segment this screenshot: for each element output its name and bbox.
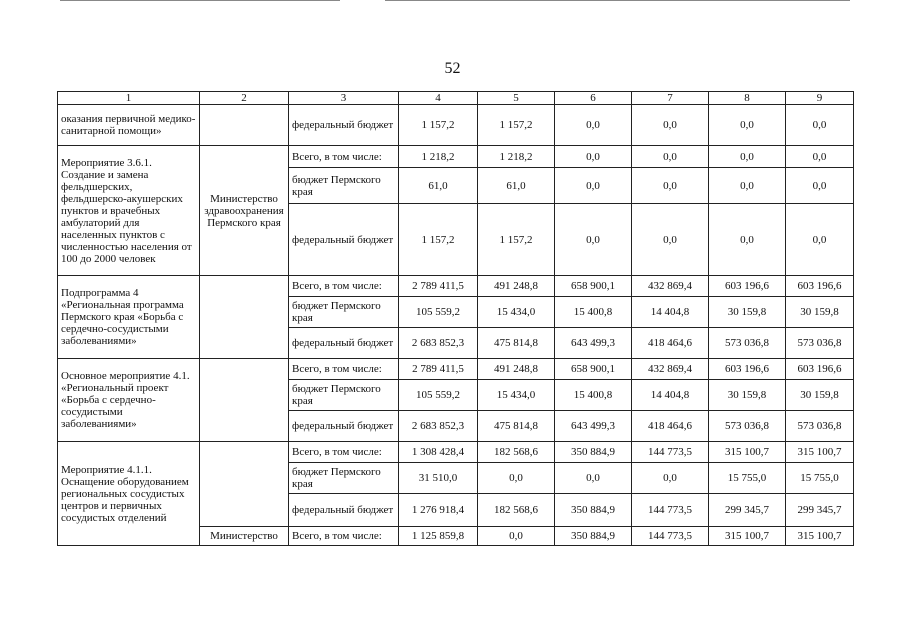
program-name-cell: Мероприятие 3.6.1. Создание и замена фельдшерских, фельдшерско-акушерских пунктов и врачебных амбулаторий для населенных пунктов с численностью населения от 100 до 2000 человек bbox=[58, 146, 200, 276]
funding-source-cell: Всего, в том числе: bbox=[289, 527, 399, 546]
value-cell: 0,0 bbox=[555, 146, 632, 168]
funding-source-cell: Всего, в том числе: bbox=[289, 442, 399, 463]
value-cell: 603 196,6 bbox=[786, 359, 854, 380]
value-cell: 182 568,6 bbox=[478, 494, 555, 527]
table-row bbox=[58, 442, 854, 463]
value-cell: 14 404,8 bbox=[632, 380, 709, 411]
value-cell: 1 218,2 bbox=[478, 146, 555, 168]
value-cell: 0,0 bbox=[632, 168, 709, 204]
value-cell: 15 755,0 bbox=[709, 463, 786, 494]
value-cell: 1 157,2 bbox=[478, 204, 555, 276]
value-cell: 1 157,2 bbox=[399, 105, 478, 146]
value-cell: 0,0 bbox=[555, 168, 632, 204]
value-cell: 0,0 bbox=[786, 146, 854, 168]
value-cell: 643 499,3 bbox=[555, 411, 632, 442]
value-cell: 15 400,8 bbox=[555, 380, 632, 411]
value-cell: 144 773,5 bbox=[632, 527, 709, 546]
value-cell: 144 773,5 bbox=[632, 442, 709, 463]
value-cell: 299 345,7 bbox=[786, 494, 854, 527]
value-cell: 1 157,2 bbox=[399, 204, 478, 276]
value-cell: 0,0 bbox=[555, 105, 632, 146]
value-cell: 105 559,2 bbox=[399, 297, 478, 328]
col-header-7: 7 bbox=[632, 92, 709, 105]
col-header-2: 2 bbox=[200, 92, 289, 105]
value-cell: 432 869,4 bbox=[632, 359, 709, 380]
page-number: 52 bbox=[444, 60, 461, 77]
value-cell: 0,0 bbox=[786, 168, 854, 204]
value-cell: 491 248,8 bbox=[478, 276, 555, 297]
value-cell: 2 683 852,3 bbox=[399, 411, 478, 442]
value-cell: 350 884,9 bbox=[555, 494, 632, 527]
value-cell: 61,0 bbox=[399, 168, 478, 204]
value-cell: 418 464,6 bbox=[632, 411, 709, 442]
value-cell: 603 196,6 bbox=[709, 276, 786, 297]
col-header-6: 6 bbox=[555, 92, 632, 105]
executor-cell: Министерство bbox=[200, 527, 289, 546]
value-cell: 0,0 bbox=[478, 463, 555, 494]
value-cell: 0,0 bbox=[632, 463, 709, 494]
col-header-5: 5 bbox=[478, 92, 555, 105]
value-cell: 0,0 bbox=[632, 204, 709, 276]
value-cell: 105 559,2 bbox=[399, 380, 478, 411]
value-cell: 315 100,7 bbox=[786, 442, 854, 463]
executor-cell: Министерство здравоохранения Пермского края bbox=[200, 146, 289, 276]
value-cell: 30 159,8 bbox=[709, 297, 786, 328]
value-cell: 2 789 411,5 bbox=[399, 359, 478, 380]
value-cell: 2 789 411,5 bbox=[399, 276, 478, 297]
value-cell: 0,0 bbox=[632, 105, 709, 146]
program-name-cell: Подпрограмма 4 «Региональная программа Пермского края «Борьба с сердечно-сосудистыми заболеваниями» bbox=[58, 276, 200, 359]
value-cell: 30 159,8 bbox=[786, 297, 854, 328]
value-cell: 491 248,8 bbox=[478, 359, 555, 380]
funding-source-cell: бюджет Пермского края bbox=[289, 168, 399, 204]
value-cell: 418 464,6 bbox=[632, 328, 709, 359]
value-cell: 603 196,6 bbox=[709, 359, 786, 380]
value-cell: 30 159,8 bbox=[709, 380, 786, 411]
value-cell: 0,0 bbox=[632, 146, 709, 168]
value-cell: 1 308 428,4 bbox=[399, 442, 478, 463]
value-cell: 30 159,8 bbox=[786, 380, 854, 411]
table-row bbox=[58, 105, 854, 146]
executor-cell bbox=[200, 276, 289, 359]
value-cell: 0,0 bbox=[709, 204, 786, 276]
value-cell: 0,0 bbox=[786, 105, 854, 146]
value-cell: 0,0 bbox=[555, 463, 632, 494]
col-header-1: 1 bbox=[58, 92, 200, 105]
funding-source-cell: федеральный бюджет bbox=[289, 105, 399, 146]
value-cell: 299 345,7 bbox=[709, 494, 786, 527]
value-cell: 603 196,6 bbox=[786, 276, 854, 297]
table-row bbox=[58, 146, 854, 168]
value-cell: 1 157,2 bbox=[478, 105, 555, 146]
value-cell: 315 100,7 bbox=[709, 527, 786, 546]
funding-source-cell: бюджет Пермского края bbox=[289, 297, 399, 328]
executor-cell bbox=[200, 442, 289, 527]
value-cell: 0,0 bbox=[555, 204, 632, 276]
value-cell: 573 036,8 bbox=[709, 411, 786, 442]
header-row bbox=[58, 92, 854, 105]
funding-source-cell: бюджет Пермского края bbox=[289, 380, 399, 411]
col-header-9: 9 bbox=[786, 92, 854, 105]
value-cell: 315 100,7 bbox=[786, 527, 854, 546]
value-cell: 350 884,9 bbox=[555, 527, 632, 546]
value-cell: 0,0 bbox=[478, 527, 555, 546]
funding-source-cell: Всего, в том числе: bbox=[289, 146, 399, 168]
col-header-8: 8 bbox=[709, 92, 786, 105]
executor-cell bbox=[200, 105, 289, 146]
program-name-cell: Основное мероприятие 4.1. «Региональный проект «Борьба с сердечно-сосудистыми заболеваниями» bbox=[58, 359, 200, 442]
table-row bbox=[58, 276, 854, 297]
funding-source-cell: федеральный бюджет bbox=[289, 204, 399, 276]
budget-table bbox=[57, 91, 854, 546]
value-cell: 31 510,0 bbox=[399, 463, 478, 494]
top-rule-right bbox=[385, 0, 850, 1]
funding-source-cell: Всего, в том числе: bbox=[289, 276, 399, 297]
value-cell: 573 036,8 bbox=[709, 328, 786, 359]
col-header-4: 4 bbox=[399, 92, 478, 105]
value-cell: 15 400,8 bbox=[555, 297, 632, 328]
value-cell: 432 869,4 bbox=[632, 276, 709, 297]
program-name-cell: Мероприятие 4.1.1. Оснащение оборудованием региональных сосудистых центров и первичных сосудистых отделений bbox=[58, 442, 200, 546]
value-cell: 2 683 852,3 bbox=[399, 328, 478, 359]
executor-cell bbox=[200, 359, 289, 442]
top-rule-left bbox=[60, 0, 340, 1]
value-cell: 144 773,5 bbox=[632, 494, 709, 527]
funding-source-cell: федеральный бюджет bbox=[289, 494, 399, 527]
program-name-cell: оказания первичной медико-санитарной помощи» bbox=[58, 105, 200, 146]
value-cell: 1 218,2 bbox=[399, 146, 478, 168]
value-cell: 15 755,0 bbox=[786, 463, 854, 494]
value-cell: 1 276 918,4 bbox=[399, 494, 478, 527]
value-cell: 658 900,1 bbox=[555, 359, 632, 380]
value-cell: 14 404,8 bbox=[632, 297, 709, 328]
funding-source-cell: федеральный бюджет bbox=[289, 328, 399, 359]
value-cell: 1 125 859,8 bbox=[399, 527, 478, 546]
funding-source-cell: федеральный бюджет bbox=[289, 411, 399, 442]
col-header-3: 3 bbox=[289, 92, 399, 105]
value-cell: 61,0 bbox=[478, 168, 555, 204]
value-cell: 0,0 bbox=[709, 105, 786, 146]
value-cell: 475 814,8 bbox=[478, 411, 555, 442]
value-cell: 315 100,7 bbox=[709, 442, 786, 463]
value-cell: 0,0 bbox=[709, 146, 786, 168]
table-row bbox=[58, 359, 854, 380]
value-cell: 182 568,6 bbox=[478, 442, 555, 463]
value-cell: 573 036,8 bbox=[786, 328, 854, 359]
value-cell: 0,0 bbox=[709, 168, 786, 204]
funding-source-cell: бюджет Пермского края bbox=[289, 463, 399, 494]
value-cell: 573 036,8 bbox=[786, 411, 854, 442]
value-cell: 658 900,1 bbox=[555, 276, 632, 297]
funding-source-cell: Всего, в том числе: bbox=[289, 359, 399, 380]
value-cell: 643 499,3 bbox=[555, 328, 632, 359]
value-cell: 15 434,0 bbox=[478, 380, 555, 411]
value-cell: 350 884,9 bbox=[555, 442, 632, 463]
value-cell: 15 434,0 bbox=[478, 297, 555, 328]
value-cell: 475 814,8 bbox=[478, 328, 555, 359]
value-cell: 0,0 bbox=[786, 204, 854, 276]
